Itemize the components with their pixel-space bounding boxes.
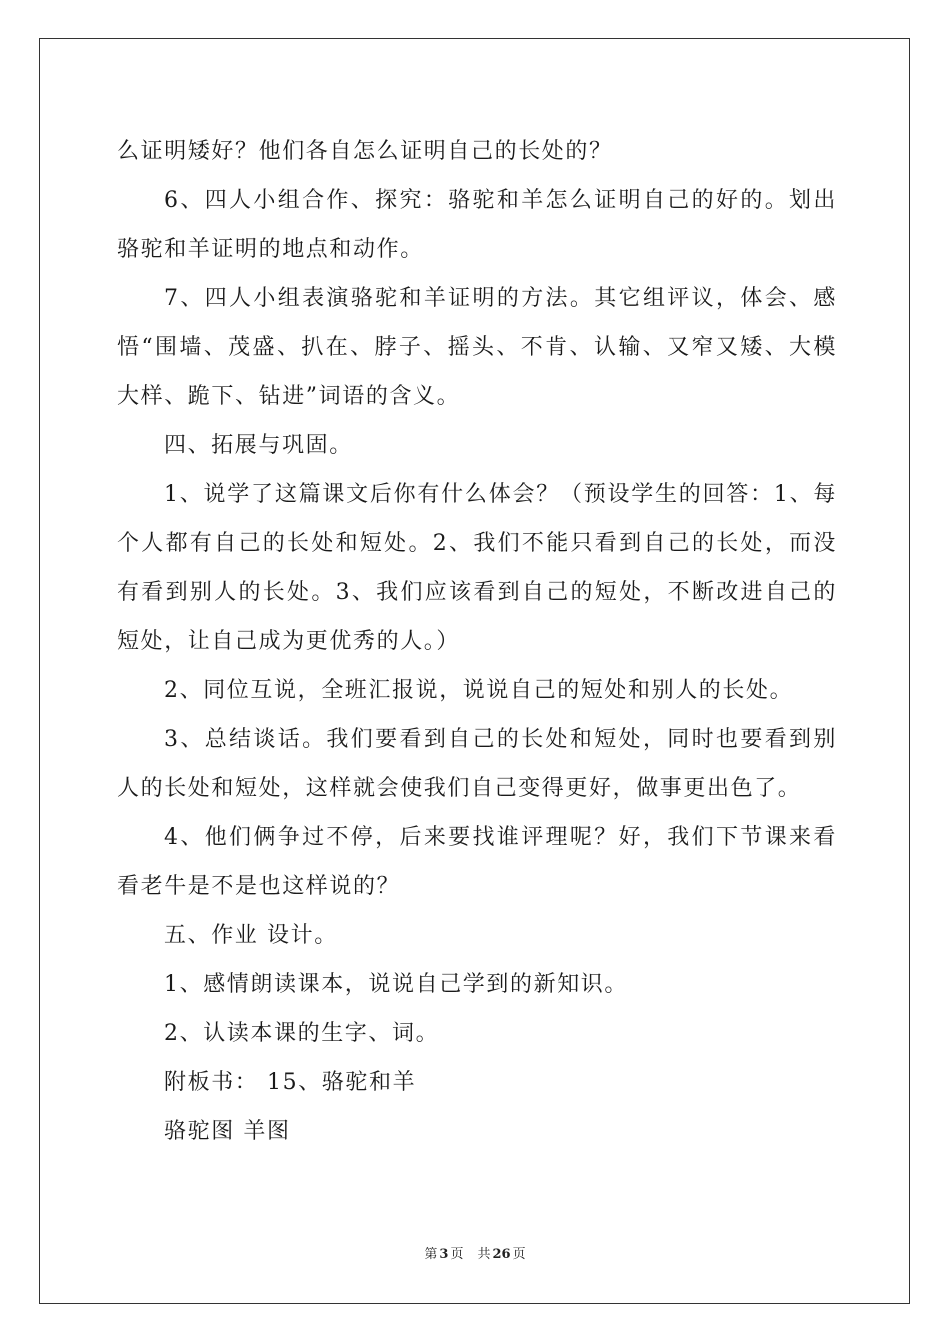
total-prefix: 共 — [477, 1247, 491, 1262]
paragraph-2: 6、四人小组合作、探究：骆驼和羊怎么证明自己的好的。划出骆驼和羊证明的地点和动作。 — [117, 188, 837, 262]
document-body — [117, 127, 837, 1156]
board-note: 附板书： 15、骆驼和羊 — [164, 1070, 417, 1095]
paragraph-10: 1、感情朗读课本，说说自己学到的新知识。 — [164, 972, 628, 997]
total-pages: 26 — [492, 1247, 511, 1262]
paragraph-8: 4、他们俩争过不停，后来要找谁评理呢？好，我们下节课来看看老牛是不是也这样说的？ — [117, 825, 837, 899]
paragraph-1: 么证明矮好？他们各自怎么证明自己的长处的？ — [117, 139, 613, 164]
paragraph-5: 1、说学了这篇课文后你有什么体会？（预设学生的回答：1、每个人都有自己的长处和短处。2、我们不能只看到自己的长处，而没有看到别人的长处。3、我们应该看到自己的短处，不断改进自己的短处，让自己成为更优秀的人。） — [117, 482, 837, 654]
page-number: 3 — [439, 1247, 449, 1262]
page-footer — [0, 1247, 950, 1263]
paragraph-7: 3、总结谈话。我们要看到自己的长处和短处，同时也要看到别人的长处和短处，这样就会使我们自己变得更好，做事更出色了。 — [117, 727, 837, 801]
section-heading-4: 四、拓展与巩固。 — [164, 433, 353, 458]
paragraph-6: 2、同位互说，全班汇报说，说说自己的短处和别人的长处。 — [164, 678, 794, 703]
page-suffix: 页 — [450, 1247, 464, 1262]
paragraph-3: 7、四人小组表演骆驼和羊证明的方法。其它组评议，体会、感悟“围墙、茂盛、扒在、脖子、摇头、不肯、认输、又窄又矮、大模大样、跪下、钻进”词语的含义。 — [117, 286, 837, 409]
page-prefix: 第 — [424, 1247, 438, 1262]
board-images-note: 骆驼图 羊图 — [164, 1119, 291, 1144]
paragraph-11: 2、认读本课的生字、词。 — [164, 1021, 440, 1046]
total-suffix: 页 — [512, 1247, 526, 1262]
section-heading-5: 五、作业 设计。 — [164, 923, 338, 948]
